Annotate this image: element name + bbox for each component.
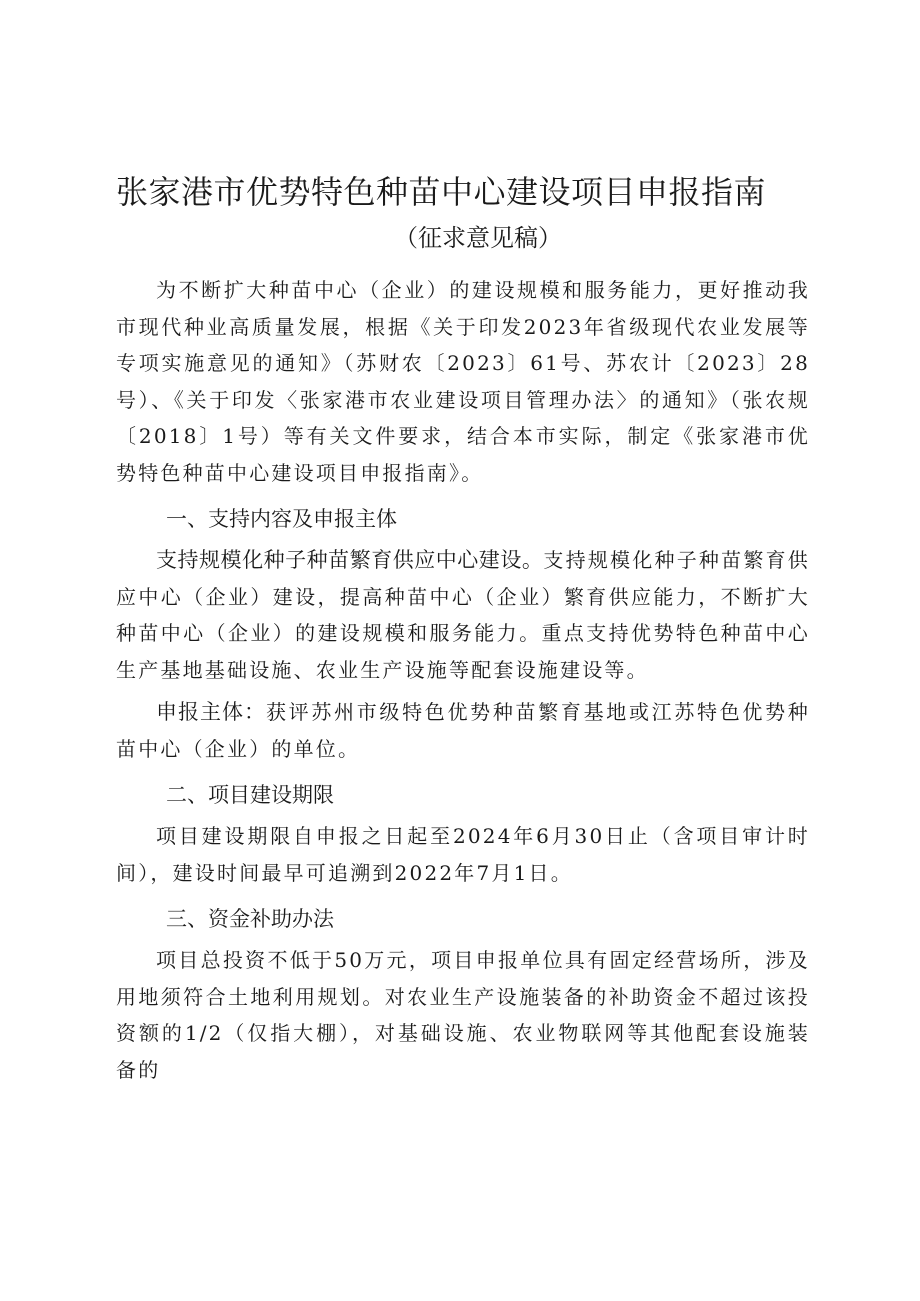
- document-title: 张家港市优势特色种苗中心建设项目申报指南: [116, 173, 767, 211]
- applicant-body: 获评苏州市级特色优势种苗繁育基地或江苏特色优势种苗中心（企业）的单位。: [116, 700, 810, 761]
- document-subtitle: （征求意见稿）: [394, 224, 562, 252]
- intro-paragraph: 为不断扩大种苗中心（企业）的建设规模和服务能力，更好推动我市现代种业高质量发展，根据《关于印发2023年省级现代农业发展等专项实施意见的通知》（苏财农〔2023〕61号、苏农计〔2023〕28号）、《关于印发〈张家港市农业建设项目管理办法〉的通知》（张农规〔2018〕1号）等有关文件要求，结合本市实际，制定《张家港市优势特色种苗中心建设项目申报指南》。: [116, 278, 810, 485]
- section-1-body: 支持规模化种子种苗繁育供应中心（企业）建设，提高种苗中心（企业）繁育供应能力，不断扩大种苗中心（企业）的建设规模和服务能力。重点支持优势特色种苗中心生产基地基础设施、农业生产设施等配套设施建设等。: [116, 548, 811, 682]
- section-1-heading: 一、支持内容及申报主体: [166, 507, 397, 531]
- applicant-lead: 申报主体：: [156, 700, 266, 724]
- section-3-paragraph: 项目总投资不低于50万元，项目申报单位具有固定经营场所，涉及用地须符合土地利用规划。对农业生产设施装备的补助资金不超过该投资额的1/2（仅指大棚），对基础设施、农业物联网等其他配套设施装备的: [116, 948, 810, 1082]
- section-1-paragraph: [116, 542, 810, 688]
- section-2-heading: 二、项目建设期限: [166, 783, 334, 807]
- applicant-paragraph: [116, 694, 810, 767]
- section-3-heading: 三、资金补助办法: [166, 907, 334, 931]
- section-2-paragraph: 项目建设期限自申报之日起至2024年6月30日止（含项目审计时间），建设时间最早可追溯到2022年7月1日。: [116, 824, 810, 885]
- section-1-lead: 支持规模化种子种苗繁育供应中心建设。: [156, 548, 544, 572]
